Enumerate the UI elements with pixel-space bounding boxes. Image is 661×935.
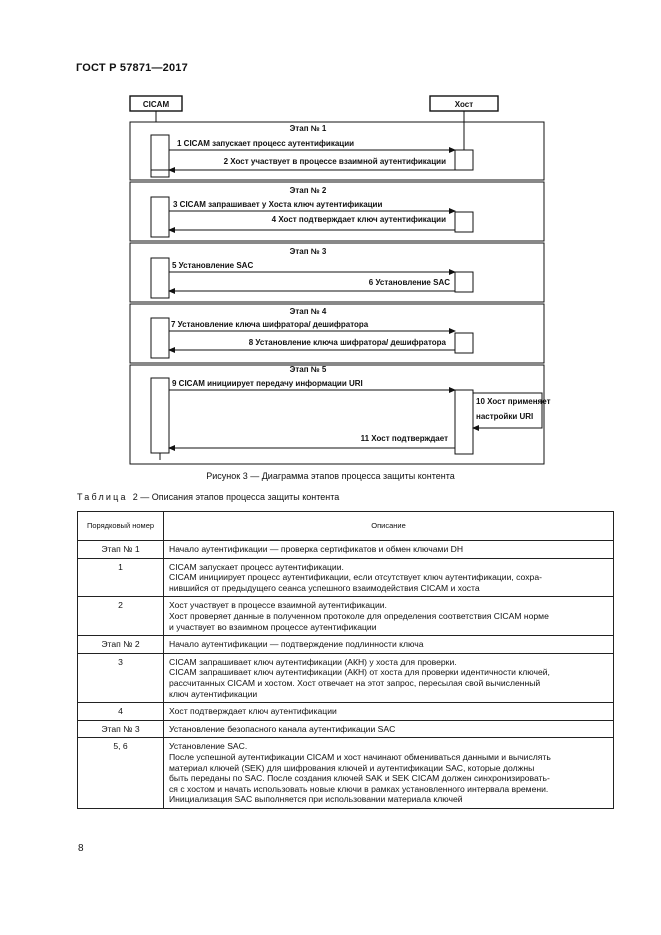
row-number: Этап № 3 <box>78 720 164 738</box>
message-8: 8 Установление ключа шифратора/ дешифратора <box>248 338 446 347</box>
message-7: 7 Установление ключа шифратора/ дешифратора <box>171 320 369 329</box>
table-row <box>78 541 614 559</box>
actor-cicam-label: CICAM <box>142 100 170 109</box>
document-header: ГОСТ Р 57871—2017 <box>76 62 188 74</box>
row-description: CICAM запрашивает ключ аутентификации (АКН) у хоста для проверки. CICAM запрашивает ключ аутентификации (АКН) от хоста для проверки идентичности ключей, рассчитанных CICAM и хостом. Хост отвечает на этот запрос, пересылая свой вычисленный ключ аутентификации <box>164 653 614 702</box>
stage-4-frame <box>130 304 544 363</box>
message-10-line2: настройки URI <box>476 412 534 421</box>
table-row <box>78 653 614 702</box>
actor-host-label: Хост <box>454 100 474 109</box>
col-header-number: Порядковый номер <box>78 512 164 541</box>
row-number: 5, 6 <box>78 738 164 809</box>
row-number: 2 <box>78 597 164 636</box>
row-number: 1 <box>78 558 164 597</box>
row-description: Хост подтверждает ключ аутентификации <box>164 703 614 721</box>
row-description: CICAM запускает процесс аутентификации. CICAM инициирует процесс аутентификации, если отсутствует ключ аутентификации, сохра- нившийся от предыдущего сеанса успешного взаимодействия CICAM и хоста <box>164 558 614 597</box>
row-description: Установление безопасного канала аутентификации SAC <box>164 720 614 738</box>
cicam-activation-2 <box>151 197 169 237</box>
host-activation-5 <box>455 390 473 454</box>
message-1: 1 CICAM запускает процесс аутентификации <box>177 139 355 148</box>
message-6: 6 Установление SAC <box>368 278 450 287</box>
stage-3-title: Этап № 3 <box>289 247 327 256</box>
table-row <box>78 636 614 654</box>
message-3: 3 CICAM запрашивает у Хоста ключ аутентификации <box>173 200 383 209</box>
cicam-activation-1 <box>151 135 169 177</box>
message-11: 11 Хост подтверждает <box>360 434 448 443</box>
row-number: Этап № 2 <box>78 636 164 654</box>
col-header-description: Описание <box>164 512 614 541</box>
table-row <box>78 558 614 597</box>
stage-1-title: Этап № 1 <box>289 124 327 133</box>
stage-4-title: Этап № 4 <box>289 307 327 316</box>
table-title <box>77 492 339 502</box>
row-number: 3 <box>78 653 164 702</box>
host-activation-1 <box>455 150 473 170</box>
cicam-activation-5 <box>151 378 169 453</box>
message-2: 2 Хост участвует в процессе взаимной аутентификации <box>223 157 446 166</box>
cicam-activation-3 <box>151 258 169 298</box>
stage-1-frame <box>130 122 544 180</box>
row-description: Установление SAC. После успешной аутентификации CICAM и хост начинают обмениваться данными и вычислять материал ключей (SEK) для шифрования ключей и аутентификации SAC, которые должны быть переданы по SAC. После создания ключей SAK и SEK CICAM должен синхронизировать- ся с хостом и начать использовать новые ключи в рамках установленного интервала времени. Инициализация SAC выполняется при использовании материала ключей <box>164 738 614 809</box>
figure-caption: Рисунок 3 — Диаграмма этапов процесса защиты контента <box>206 471 455 481</box>
table-row <box>78 738 614 809</box>
table-row <box>78 720 614 738</box>
row-description: Начало аутентификации — подтверждение подлинности ключа <box>164 636 614 654</box>
stage-5-title: Этап № 5 <box>289 365 327 374</box>
row-description: Начало аутентификации — проверка сертификатов и обмен ключами DH <box>164 541 614 559</box>
table-title-text: 2 — Описания этапов процесса защиты контента <box>132 492 340 502</box>
table-row <box>78 597 614 636</box>
cicam-activation-4 <box>151 318 169 358</box>
table-label: Таблица <box>77 492 128 502</box>
page-number: 8 <box>78 843 84 854</box>
host-activation-3 <box>455 272 473 292</box>
message-9: 9 CICAM инициирует передачу информации URI <box>172 379 363 388</box>
table-header-row <box>78 512 614 541</box>
host-activation-4 <box>455 333 473 353</box>
host-activation-2 <box>455 212 473 232</box>
row-number: 4 <box>78 703 164 721</box>
row-number: Этап № 1 <box>78 541 164 559</box>
row-description: Хост участвует в процессе взаимной аутентификации. Хост проверяет данные в полученном протоколе для определения соответствия CICAM норме и участвует во взаимном процессе аутентификации <box>164 597 614 636</box>
table-row <box>78 703 614 721</box>
message-4: 4 Хост подтверждает ключ аутентификации <box>271 215 446 224</box>
stage-2-title: Этап № 2 <box>289 186 327 195</box>
description-table <box>77 511 614 809</box>
message-5: 5 Установление SAC <box>172 261 254 270</box>
message-10-line1: 10 Хост применяет <box>476 397 551 406</box>
